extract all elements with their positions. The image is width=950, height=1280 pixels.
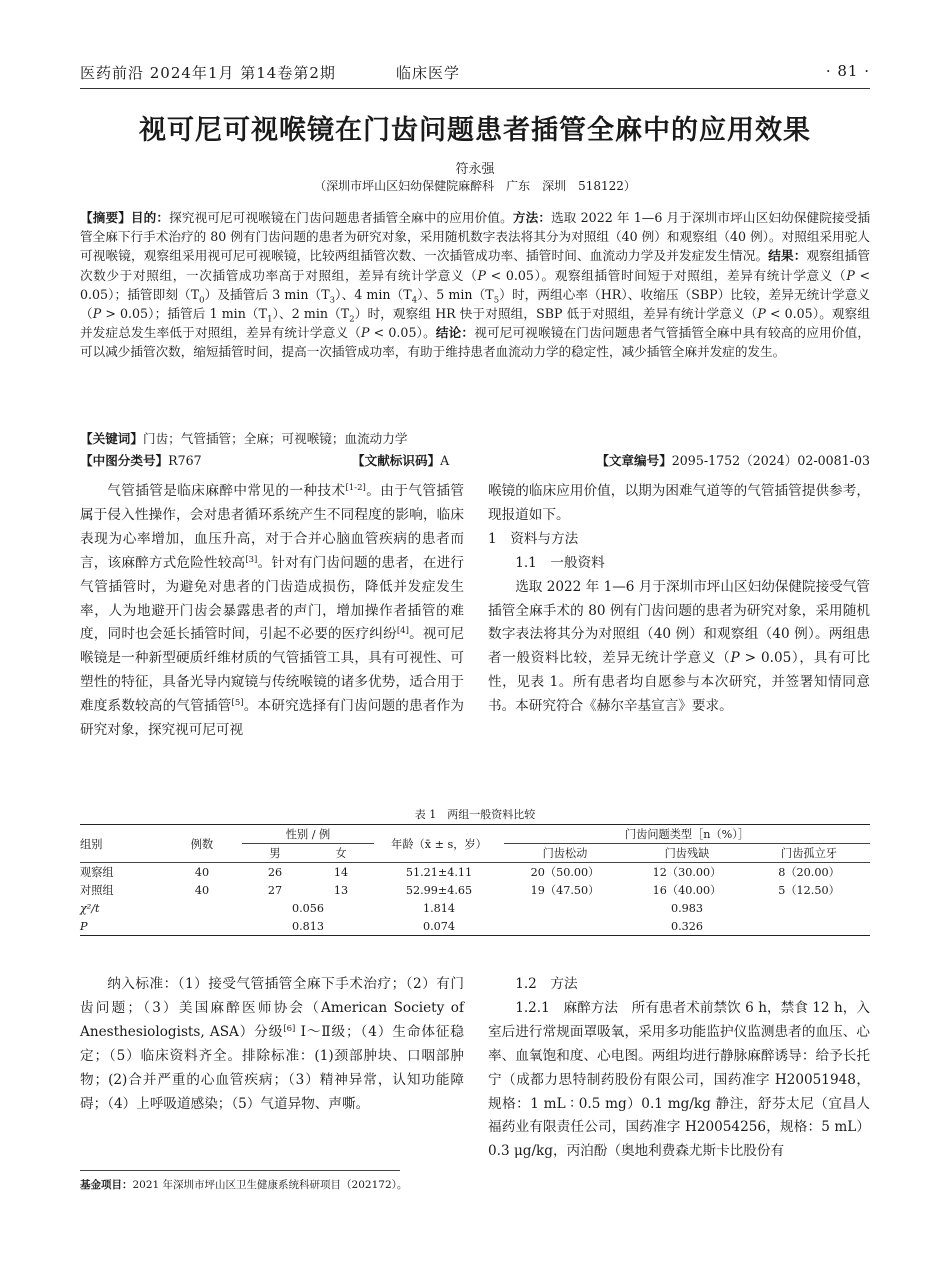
- header-type: 门齿问题类型［n（%）］: [504, 825, 870, 844]
- author: 符永强: [455, 162, 495, 177]
- intro-continuation: 喉镜的临床应用价值，以期为困难气道等的气管插管提供参考，现报道如下。: [488, 483, 870, 523]
- cell-age: 51.21±4.11: [405, 865, 473, 879]
- p-symbol: P: [361, 325, 370, 341]
- article-number: [596, 450, 870, 469]
- clc-label: 【中图分类号】: [80, 453, 169, 468]
- footnote-label: 基金项目：: [80, 1179, 133, 1191]
- cell-stat-type: 0.983: [670, 901, 704, 915]
- footnote-text: 2021 年深圳市坪山区卫生健康系统科研项目（202172）。: [132, 1179, 408, 1191]
- journal-info: 医药前沿 2024年1月 第14卷第2期: [80, 64, 336, 82]
- header-female: 女: [308, 844, 374, 863]
- conclusion-label: 结论：: [435, 325, 475, 341]
- affiliation: （深圳市坪山区妇幼保健院麻醉科 广东 深圳 518122）: [314, 179, 636, 193]
- objective-text: 探究视可尼可视喉镜在门齿问题患者插管全麻中的应用价值。: [169, 210, 513, 225]
- cell-female: 13: [333, 883, 349, 897]
- subscript: 0: [199, 295, 205, 306]
- header-age: 年龄（x̄ ± s，岁）: [374, 825, 504, 863]
- citation: [4]: [396, 626, 409, 637]
- article-value: 2095-1752（2024）02-0081-03: [671, 453, 870, 468]
- cell-p-type: 0.326: [504, 917, 870, 936]
- subscript: 4: [411, 295, 418, 306]
- header-group: 组别: [80, 825, 162, 863]
- subscript: 3: [329, 295, 336, 306]
- results-text: < 0.05）；插管即刻（T: [80, 267, 871, 302]
- header-loose: 门齿松动: [504, 844, 626, 863]
- p-symbol: P: [757, 306, 766, 322]
- intro-text: 。本研究选择有门齿问题的患者作为研究对象，探究视可尼可视: [80, 698, 465, 739]
- header-cases: 例数: [162, 825, 242, 863]
- table-p-row: [80, 917, 870, 936]
- cell-stat-sex: 0.056: [291, 901, 325, 915]
- results-text: < 0.05）。观察组插管时间短于对照组，差异有统计学意义（: [486, 267, 847, 283]
- cell-stat-age: 1.814: [422, 901, 456, 915]
- body-right-top: [488, 480, 870, 719]
- doc-label: 【文献标识码】: [352, 453, 441, 468]
- cell-female: 14: [333, 865, 349, 879]
- cell-cases: 40: [194, 883, 210, 897]
- citation: [6]: [283, 1023, 296, 1034]
- methods-text: 选取 2022 年 1—6 月于深圳市坪山区妇幼保健院接受插管全麻下行手术治疗的 80 例有门齿问题的患者为研究对象，采用随机数字表法将其分为对照组（40 例）和观察组（40 例）。对照组采用驼人可视喉镜，观察组采用视可尼可视喉镜，比较两组插管次数、一次插管成功率、插管时间、血流动力学及并发症发生情况。: [80, 210, 871, 264]
- cell-cases: 40: [194, 865, 210, 879]
- results-text: ）、5 min（T: [417, 286, 494, 302]
- cell-male: 26: [267, 865, 283, 879]
- cell-age: 52.99±4.65: [405, 883, 473, 897]
- results-text: ）、2 min（T: [272, 306, 350, 322]
- body-left-top: [80, 480, 464, 743]
- table-row: [80, 863, 870, 882]
- cell-isolated: 8（20.00）: [778, 866, 840, 879]
- doc-code: [352, 450, 449, 469]
- table-header-row: [80, 825, 870, 844]
- table-stat-row: [80, 899, 870, 917]
- results-text: ）时，两组心率（HR）、收缩压（SBP）比较，差异无统计学意义（: [80, 286, 870, 322]
- subsection-heading: 1.1 一般资料: [515, 554, 605, 571]
- cell-male: 27: [267, 883, 283, 897]
- cell-group: 对照组: [80, 884, 114, 897]
- header-male: 男: [242, 844, 308, 863]
- general-text: > 0.05），具有可比性，见表 1。所有患者均自愿参与本次研究，并签署知情同意书。本研究符合《赫尔辛基宣言》要求。: [488, 650, 871, 715]
- running-header: [80, 62, 870, 86]
- results-text: < 0.05）。: [369, 325, 436, 341]
- section-name: 临床医学: [396, 64, 461, 82]
- p-symbol: P: [730, 650, 740, 667]
- intro-text: 。针对有门齿问题的患者，在进行气管插管时，为避免对患者的门齿造成损伤，降低并发症发生率，人为地避开门齿会暴露患者的声门，增加操作者插管的难度，同时也会延长插管时间，引起不必要的医疗纠纷: [80, 554, 464, 643]
- results-text: 观察组插管次数少于对照组，一次插管成功率高于对照组，差异有统计学意义（: [80, 248, 871, 283]
- keywords-label: 【关键词】: [80, 431, 143, 446]
- footnote-rule: [80, 1170, 400, 1171]
- header-sex: 性别 / 例: [242, 825, 374, 844]
- results-label: 结果：: [768, 248, 807, 264]
- conclusion-text: 视可尼可视喉镜在门齿问题患者气管插管全麻中具有较高的应用价值，可以减少插管次数，缩短插管时间，提高一次插管成功率，有助于维持患者血流动力学的稳定性，减少插管全麻并发症的发生。: [80, 325, 871, 360]
- anesthesia-paragraph: [488, 997, 870, 1164]
- intro-text: 气管插管是临床麻醉中常见的一种技术: [107, 483, 346, 499]
- p-symbol: P: [92, 306, 102, 322]
- intro-text: 。由于气管插管属于侵入性操作，会对患者循环系统产生不同程度的影响，临床表现为心率增加，血压升高，对于合并心脑血管疾病的患者而言，该麻醉方式危险性较高: [80, 483, 465, 571]
- cell-missing: 12（30.00）: [652, 866, 722, 879]
- subsubsection-heading: 1.2.1 麻醉方法: [515, 999, 619, 1016]
- results-text: > 0.05）；插管后 1 min（T: [101, 306, 268, 322]
- section-heading: 1 资料与方法: [488, 530, 579, 547]
- header-rule: [80, 88, 870, 89]
- subscript: 5: [493, 295, 500, 306]
- header-isolated: 门齿孤立牙: [748, 844, 870, 863]
- paper-title: 视可尼可视喉镜在门齿问题患者插管全麻中的应用效果: [139, 115, 811, 146]
- cell-isolated: 5（12.50）: [778, 884, 840, 897]
- subscript: 1: [267, 314, 273, 325]
- page-number: · 81 ·: [825, 62, 870, 80]
- anesthesia-text: 所有患者术前禁饮 6 h，禁食 12 h，入室后进行常规面罩吸氧，采用多功能监护仪监测患者的血压、心率、血氧饱和度、心电图。两组均进行静脉麻醉诱导：给予长托宁（成都力思特制药股份有限公司，国药准字 H20051948，规格：1 mL ∶ 0.5 mg）0.1 mg/kg 静注，舒芬太尼（宜昌人福药业有限责任公司，国药准字 H20054256，规格：5 mL）0.3 μg/kg，丙泊酚（奥地利费森尤斯卡比股份有: [488, 999, 870, 1160]
- cell-loose: 20（50.00）: [530, 866, 600, 879]
- keywords: [80, 428, 870, 447]
- criteria-paragraph: [80, 973, 464, 1116]
- clc-value: R767: [168, 453, 202, 468]
- objective-label: 目的：: [130, 210, 170, 225]
- p-symbol: P: [846, 267, 855, 283]
- citation: [3]: [245, 554, 258, 565]
- cell-p-label: P: [80, 917, 162, 936]
- criteria-text: 纳入标准：（1）接受气管插管全麻下手术治疗；（2）有门齿问题；（3）美国麻醉医师协会（American Society of Anesthesiologists, ASA）分级: [80, 976, 464, 1040]
- results-text: < 0.05）。观察组并发症总发生率低于对照组，差异有统计学意义（: [80, 306, 870, 341]
- cell-missing: 16（40.00）: [652, 884, 722, 897]
- cell-loose: 19（47.50）: [530, 884, 600, 897]
- cell-p-sex: 0.813: [242, 917, 374, 936]
- general-text: 选取 2022 年 1—6 月于深圳市坪山区妇幼保健院接受气管插管全麻手术的 80 例有门齿问题的患者为研究对象，采用随机数字表法将其分为对照组（40 例）和观察组（40 例）。两组患者一般资料比较，差异无统计学意义（: [488, 578, 870, 667]
- cell-group: 观察组: [80, 866, 114, 879]
- footnote: [80, 1177, 460, 1192]
- results-text: ）时，观察组 HR 快于对照组，SBP 低于对照组，差异有统计学意义（: [354, 306, 758, 322]
- body-left-bottom: [80, 973, 464, 1116]
- doc-value: A: [440, 453, 450, 468]
- body-right-bottom: [488, 973, 870, 1164]
- subsection-heading: 1.2 方法: [515, 976, 578, 992]
- criteria-text: Ⅰ～Ⅱ级；（4）生命体征稳定；（5）临床资料齐全。排除标准：(1)颈部肿块、口咽部肿物；(2)合并严重的心血管疾病；（3）精神异常，认知功能障碍；（4）上呼吸道感染；（5）气道异物、声嘶。: [80, 1023, 464, 1112]
- table-1: [80, 824, 870, 936]
- subscript: 2: [349, 314, 355, 325]
- citation: [1-2]: [345, 483, 366, 493]
- results-text: ）、4 min（T: [335, 286, 412, 302]
- methods-label: 方法：: [512, 210, 552, 225]
- cell-stat-label: χ²/t: [80, 901, 100, 915]
- p-symbol: P: [477, 267, 487, 283]
- general-info-paragraph: [488, 576, 870, 719]
- keywords-text: 门齿；气管插管；全麻；可视喉镜；血流动力学: [142, 431, 408, 446]
- results-text: ）及插管后 3 min（T: [204, 286, 330, 302]
- abstract: [80, 208, 870, 362]
- intro-text: 。视可尼喉镜是一种新型硬质纤维材质的气管插管工具，具有可视性、可塑性的特征，具备光导内窥镜与传统喉镜的诸多优势，适合用于难度系数较高的气管插管: [80, 626, 465, 715]
- article-label: 【文章编号】: [596, 453, 672, 468]
- table-row: [80, 881, 870, 899]
- intro-paragraph: [80, 480, 464, 743]
- table-caption: 表 1 两组一般资料比较: [414, 808, 536, 821]
- cell-p-age: 0.074: [374, 917, 504, 936]
- abstract-label: 【摘要】: [80, 210, 131, 225]
- header-missing: 门齿残缺: [626, 844, 748, 863]
- citation: [5]: [231, 698, 244, 709]
- clc-number: [80, 450, 202, 469]
